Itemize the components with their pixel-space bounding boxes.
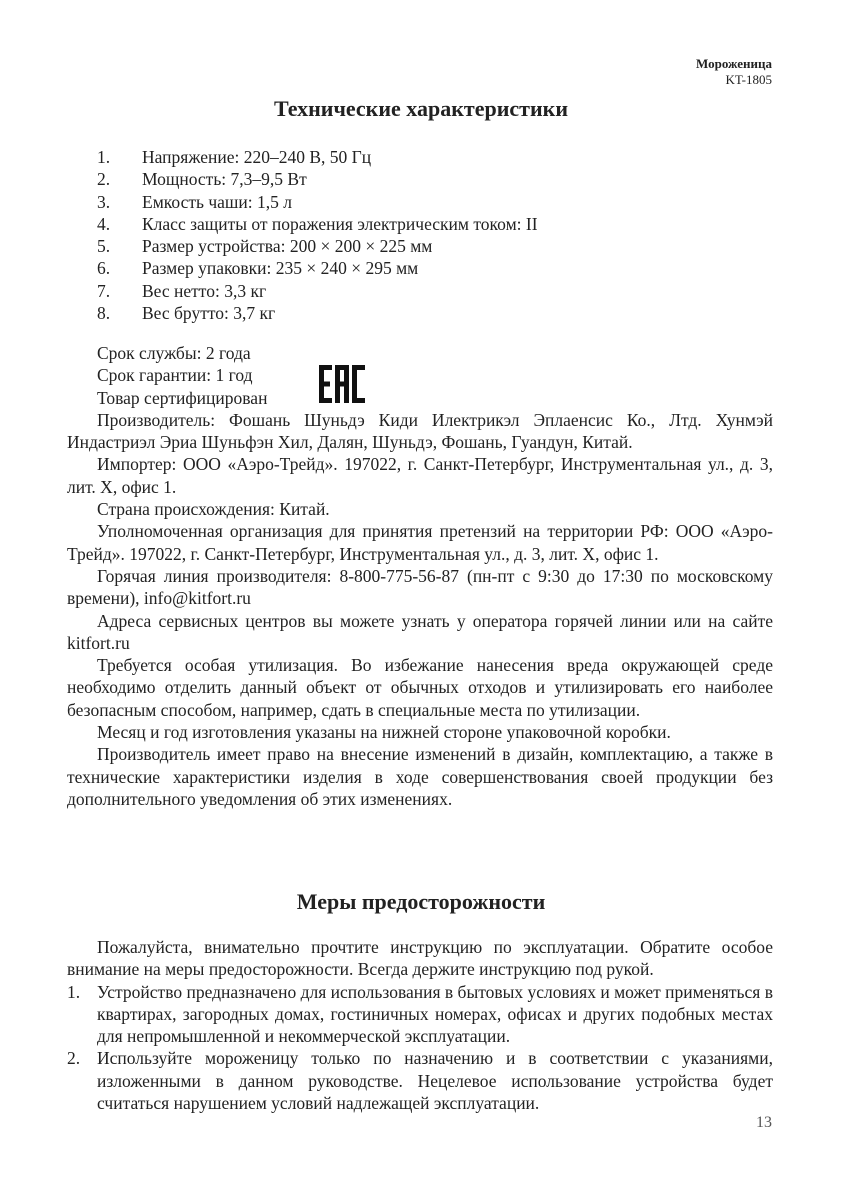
page-number: 13 xyxy=(756,1114,772,1131)
spec-text: Мощность: 7,3–9,5 Вт xyxy=(142,169,307,190)
spec-text: Вес нетто: 3,3 кг xyxy=(142,280,267,301)
safety-item-number: 1. xyxy=(67,981,81,1002)
safety-heading: Меры предосторожности xyxy=(296,889,546,914)
tech-specs-heading: Технические характеристики xyxy=(273,96,569,121)
spec-number: 8. xyxy=(97,303,111,324)
spec-list xyxy=(97,146,777,324)
spec-item xyxy=(97,146,777,168)
safety-list xyxy=(67,981,773,1115)
page-header xyxy=(696,56,772,88)
safety-item-text: Устройство предназначено для использования в бытовых условиях и может применяться в квартирах, загородных домах, гостиничных номерах, офисах и других подобных местах для непромышленной и некоммерческой эксплуатации. xyxy=(97,981,773,1047)
spec-text: Емкость чаши: 1,5 л xyxy=(142,191,292,212)
disposal-text: Требуется особая утилизация. Во избежание нанесения вреда окружающей среде необходимо отделить данный объект от обычных отходов и утилизировать его наиболее безопасным способом, например, сдать в специальные места по утилизации. xyxy=(67,655,773,720)
spec-item xyxy=(97,235,777,257)
spec-text: Размер упаковки: 235 × 240 × 295 мм xyxy=(142,258,419,279)
design-changes-text: Производитель имеет право на внесение изменений в дизайн, комплектацию, а также в технические характеристики изделия в ходе совершенствования своей продукции без дополнительного уведомления об этих изменениях. xyxy=(67,744,773,809)
spec-item xyxy=(97,191,777,213)
claims-organization-text: Уполномоченная организация для принятия претензий на территории РФ: ООО «Аэро-Трейд». 197022, г. Санкт-Петербург, Инструментальная ул., д. 3, лит. Х, офис 1. xyxy=(67,521,773,564)
spec-text: Вес брутто: 3,7 кг xyxy=(142,303,276,324)
spec-number: 5. xyxy=(97,236,111,257)
spec-number: 3. xyxy=(97,191,111,212)
manufacture-date-text: Месяц и год изготовления указаны на нижней стороне упаковочной коробки. xyxy=(97,722,671,743)
spec-number: 1. xyxy=(97,147,111,167)
spec-text: Класс защиты от поражения электрическим током: II xyxy=(142,213,538,234)
safety-intro-text: Пожалуйста, внимательно прочтите инструкцию по эксплуатации. Обратите особое внимание на меры предосторожности. Всегда держите инструкцию под рукой. xyxy=(67,937,773,980)
manufacturer-text: Производитель: Фошань Шуньдэ Киди Илектрикэл Эплаенсис Ко., Лтд. Хунмэй Индастриэл Эриа Шуньфэн Хил, Далян, Шуньдэ, Фошань, Гуандун, Китай. xyxy=(67,409,773,453)
header-model-number: KT-1805 xyxy=(725,72,772,87)
spec-item xyxy=(97,280,777,302)
spec-text: Размер устройства: 200 × 200 × 225 мм xyxy=(142,236,433,257)
spec-item xyxy=(97,257,777,279)
safety-item-text: Используйте мороженицу только по назначению и в соответствии с указаниями, изложенными в данном руководстве. Нецелевое использование устройства будет считаться нарушением условий надлежащей эксплуатации. xyxy=(97,1048,773,1114)
spec-number: 4. xyxy=(97,213,111,234)
hotline-text: Горячая линия производителя: 8-800-775-56-87 (пн-пт с 9:30 до 17:30 по московскому времени), info@kitfort.ru xyxy=(67,565,773,609)
spec-number: 7. xyxy=(97,280,111,301)
spec-item xyxy=(97,302,777,324)
service-warranty-block xyxy=(67,342,773,409)
service-life-text: Срок службы: 2 года xyxy=(97,343,251,363)
spec-item xyxy=(97,168,777,190)
spec-number: 2. xyxy=(97,169,111,190)
origin-country-text: Страна происхождения: Китай. xyxy=(97,499,330,520)
eac-certification-icon xyxy=(319,365,365,403)
safety-item-number: 2. xyxy=(67,1048,81,1069)
product-info-section xyxy=(67,342,773,810)
safety-section xyxy=(67,936,773,1114)
importer-text: Импортер: ООО «Аэро-Трейд». 197022, г. Санкт-Петербург, Инструментальная ул., д. 3, лит. Х, офис 1. xyxy=(67,454,773,497)
safety-item xyxy=(67,981,773,1048)
service-centers-text: Адреса сервисных центров вы можете узнать у оператора горячей линии или на сайте kitfort.ru xyxy=(67,610,773,653)
warranty-text: Срок гарантии: 1 год xyxy=(97,365,253,386)
certified-text: Товар сертифицирован xyxy=(97,387,268,408)
spec-text: Напряжение: 220–240 В, 50 Гц xyxy=(142,147,372,167)
spec-item xyxy=(97,213,777,235)
spec-number: 6. xyxy=(97,258,111,279)
header-product-name: Мороженица xyxy=(695,56,772,71)
safety-item xyxy=(67,1047,773,1114)
